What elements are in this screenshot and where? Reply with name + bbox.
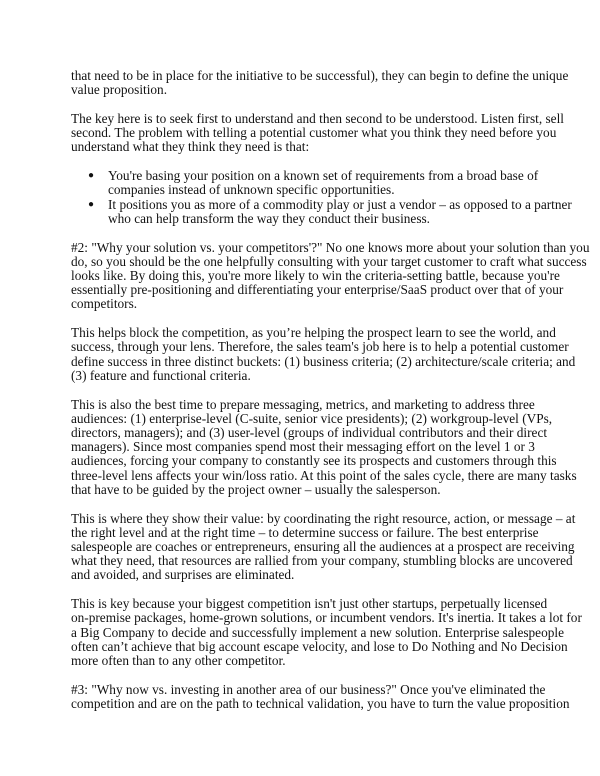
text-line: on-premise packages, home-grown solutions, or incumbent vendors. It's inertia. It takes a lot for <box>71 610 582 626</box>
text-line: companies instead of unknown specific opportunities. <box>108 182 395 198</box>
paragraph <box>71 596 582 669</box>
text-line: competition and are on the path to technical validation, you have to turn the value proposition <box>71 696 570 712</box>
text-line: #2: "Why your solution vs. your competitors'?" No one knows more about your solution than you <box>71 239 590 255</box>
paragraph <box>71 396 577 497</box>
paragraphs-before <box>71 68 569 155</box>
list-item <box>71 169 541 197</box>
text-line: that have to be guided by the project owner – usually the salesperson. <box>71 481 441 497</box>
text-line: three-level lens affects your win/loss ratio. At this point of the sales cycle, there are many tasks <box>71 467 577 483</box>
text-line: do, so you should be the one helpfully consulting with your target customer to craft what success <box>71 253 587 269</box>
text-line: a Big Company to decide and successfully implement a new solution. Enterprise salespeople <box>71 624 564 640</box>
text-line: what they need, that resources are rallied from your company, stumbling blocks are uncovered <box>71 553 573 569</box>
text-line: understand what they think they need is that: <box>71 139 310 155</box>
text-line: define success in three distinct buckets: (1) business criteria; (2) architecture/scale criteria; and <box>71 353 576 369</box>
text-line: #3: "Why now vs. investing in another area of our business?" Once you've eliminated the <box>71 681 546 697</box>
bullet-icon: ● <box>88 198 95 210</box>
list-item <box>71 196 572 226</box>
text-line: success, through your lens. Therefore, the sales team's job here is to help a potential customer <box>71 339 569 355</box>
bullet-icon: ● <box>88 170 95 182</box>
text-line: (3) feature and functional criteria. <box>71 367 251 383</box>
text-line: second. The problem with telling a potential customer what you think they need before you <box>71 125 557 141</box>
text-line: essentially pre-positioning and differentiating your enterprise/SaaS product over that of your <box>71 282 564 298</box>
text-line: You're basing your position on a known set of requirements from a broad base of <box>108 168 539 184</box>
text-line: The key here is to seek first to understand and then second to be understood. Listen first, sell <box>71 111 564 126</box>
text-line: who can help transform the way they conduct their business. <box>108 210 430 226</box>
paragraph <box>71 239 590 312</box>
paragraph <box>71 681 570 712</box>
paragraph <box>71 325 576 383</box>
paragraphs-after <box>71 239 590 712</box>
document-page <box>71 68 590 726</box>
text-line: audiences: (1) enterprise-level (C-suite, senior vice presidents); (2) workgroup-level (VPs, <box>71 410 553 426</box>
text-line: often can’t achieve that big account escape velocity, and lose to Do Nothing and No Decision <box>71 638 568 654</box>
text-line: salespeople are coaches or entrepreneurs, ensuring all the audiences at a prospect are receiving <box>71 539 575 555</box>
text-line: value proposition. <box>71 82 168 98</box>
text-line: This helps block the competition, as you’re helping the prospect learn to see the world, and <box>71 325 556 341</box>
text-line: the right level and at the right time – to determine success or failure. The best enterprise <box>71 524 539 540</box>
text-line: This is key because your biggest competition isn't just other startups, perpetually licensed <box>71 596 548 612</box>
text-line: managers). Since most companies spend most their messaging effort on the level 1 or 3 <box>71 439 535 455</box>
text-line: and avoided, and surprises are eliminated. <box>71 567 295 583</box>
text-line: This is where they show their value: by coordinating the right resource, action, or message – at <box>71 510 576 526</box>
bullet-list <box>71 168 572 226</box>
text-line: directors, managers); and (3) user-level (groups of individual contributors and their direct <box>71 425 548 441</box>
text-line: competitors. <box>71 296 138 312</box>
paragraph <box>71 68 569 98</box>
text-line: more often than to any other competitor. <box>71 653 286 669</box>
paragraph <box>71 111 564 155</box>
paragraph <box>71 510 576 583</box>
text-line: that need to be in place for the initiative to be successful), they can begin to define the unique <box>71 68 569 83</box>
text-line: audiences, forcing your company to constantly see its prospects and customers through this <box>71 453 557 469</box>
text-line: looks like. By doing this, you're more likely to win the criteria-setting battle, because you're <box>71 268 560 284</box>
text-line: It positions you as more of a commodity play or just a vendor – as opposed to a partner <box>108 196 572 212</box>
text-line: This is also the best time to prepare messaging, metrics, and marketing to address three <box>71 396 535 412</box>
